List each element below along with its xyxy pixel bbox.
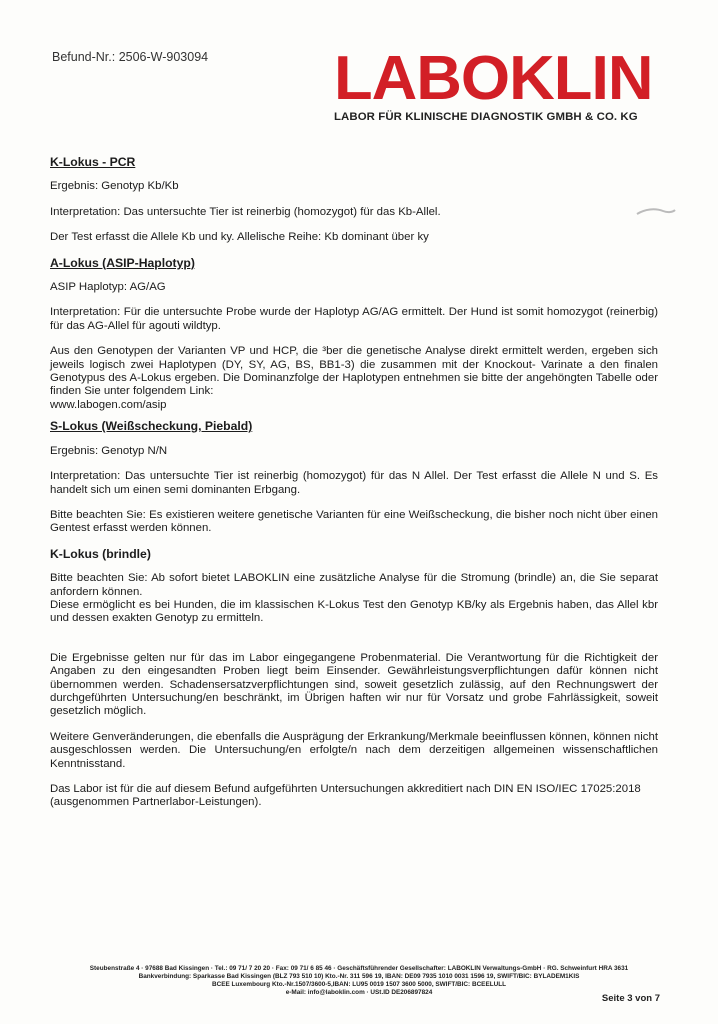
logo-wordmark: LABOKLIN — [334, 44, 653, 113]
s-lokus-note: Bitte beachten Sie: Es existieren weitere genetische Varianten für eine Weißscheckung, die bisher noch nicht über einen Gentest erfasst werden können. — [50, 508, 658, 535]
report-body — [50, 156, 658, 822]
accreditation-exception: (ausgenommen Partnerlabor-Leistungen). — [50, 796, 262, 809]
k-brindle-note-2: Diese ermöglicht es bei Hunden, die im klassischen K-Lokus Test den Genotyp KB/ky als Ergebnis haben, das Allel kbr und dessen exakten Genotyp zu ermitteln. — [50, 598, 658, 625]
logo-subtitle: LABOR FÜR KLINISCHE DIAGNOSTIK GMBH & CO. KG — [334, 111, 638, 123]
s-lokus-result: Ergebnis: Genotyp N/N — [50, 444, 168, 457]
footer-address: Steubenstraße 4 · 97688 Bad Kissingen · Tel.: 09 71/ 7 20 20 · Fax: 09 71/ 6 85 46 · Geschäftsführender Gesellschafter: LABOKLIN Verwaltungs-GmbH · RG. Schweinfurt HRA 3631 — [89, 965, 629, 972]
laboklin-logo — [334, 44, 684, 123]
disclaimer-genetic: Weitere Genveränderungen, die ebenfalls die Ausprägung der Erkrankung/Merkmale beeinflussen können, können nicht ausgeschlossen werden. Die Untersuchung/en erfolgte/n nach dem derzeitigen allgemeinen wissenschaftlichen Kenntnisstand. — [50, 730, 658, 770]
section-heading-k-pcr: K-Lokus - PCR — [50, 155, 136, 169]
k-pcr-interpretation: Interpretation: Das untersuchte Tier ist reinerbig (homozygot) für das Kb-Allel. — [50, 205, 441, 218]
k-brindle-note: Bitte beachten Sie: Ab sofort bietet LABOKLIN eine zusätzliche Analyse für die Stromung (brindle) an, die Sie separat anfordern können. — [50, 572, 658, 598]
a-lokus-interpretation: Interpretation: Für die untersuchte Probe wurde der Haplotyp AG/AG ermittelt. Der Hund ist somit homozygot (reinerbig) für das AG-Allel für agouti wildtyp. — [50, 306, 658, 332]
a-lokus-result: ASIP Haplotyp: AG/AG — [50, 281, 166, 294]
a-lokus-paragraph: Aus den Genotypen der Varianten VP und HCP, die ³ber die genetische Analyse direkt ermittelt werden, ergeben sich jeweils logisch zwei Haplotypen (DY, SY, AG, BS, BB1-3) die zusammen mit der Knockout- Varinate a den finalen Genotypus des A-Lokus ergeben. Die Dominanzfolge der Haplotypen entnehmen sie bitte der angehöngten Tabelle oder finden Sie unter folgendem Link: — [50, 345, 658, 398]
s-lokus-interpretation: Interpretation: Das untersuchte Tier ist reinerbig (homozygot) für das N Allel. Der Test erfasst die Allele N und S. Es handelt sich um einen semi dominanten Erbgang. — [50, 470, 658, 496]
section-heading-k-brindle: K-Lokus (brindle) — [50, 546, 151, 561]
befund-number: Befund-Nr.: 2506-W-903094 — [52, 50, 209, 64]
section-heading-s-lokus: S-Lokus (Weißscheckung, Piebald) — [50, 419, 253, 434]
section-heading-a-lokus: A-Lokus (ASIP-Haplotyp) — [50, 255, 195, 270]
k-pcr-result: Ergebnis: Genotyp Kb/Kb — [50, 180, 179, 193]
accreditation-note: Das Labor ist für die auf diesem Befund aufgeführten Untersuchungen akkreditiert nach DIN EN ISO/IEC 17025:2018 — [50, 783, 641, 795]
footer-contact: e-Mail: info@laboklin.com · USt.ID DE206897824 — [285, 989, 433, 996]
page-footer — [40, 965, 678, 997]
disclaimer-liability: Die Ergebnisse gelten nur für das im Labor eingegangene Probenmaterial. Die Verantwortung für die Richtigkeit der Angaben zu den eingesandten Proben liegt beim Einsender. Gewährleistungsverpflichtungen dafür können nicht übernommen werden. Schadensersatzverpflichtungen sind, soweit gesetzlich zulässig, auf den Rechnungswert der durchgeführten Untersuchung/en beschränkt, im Übrigen haften wir nur für Vorsatz und grobe Fahrlässigkeit, soweit gesetzlich möglich. — [50, 651, 658, 718]
k-pcr-test-note: Der Test erfasst die Allele Kb und ky. Allelische Reihe: Kb dominant über ky — [50, 231, 429, 244]
footer-bank-lux: BCEE Luxembourg Kto.-Nr.1507/3600-5,IBAN: LU95 0019 1507 3600 5000, SWIFT/BIC: BCEELULL — [211, 981, 507, 988]
page-number: Seite 3 von 7 — [601, 993, 660, 1004]
a-lokus-link[interactable]: www.labogen.com/asip — [50, 398, 167, 411]
footer-bank: Bankverbindung: Sparkasse Bad Kissingen (BLZ 793 510 10) Kto.-Nr. 311 596 19, IBAN: DE09 7935 1010 0031 1596 19, SWIFT/BIC: BYLADEM1KIS — [138, 973, 580, 980]
